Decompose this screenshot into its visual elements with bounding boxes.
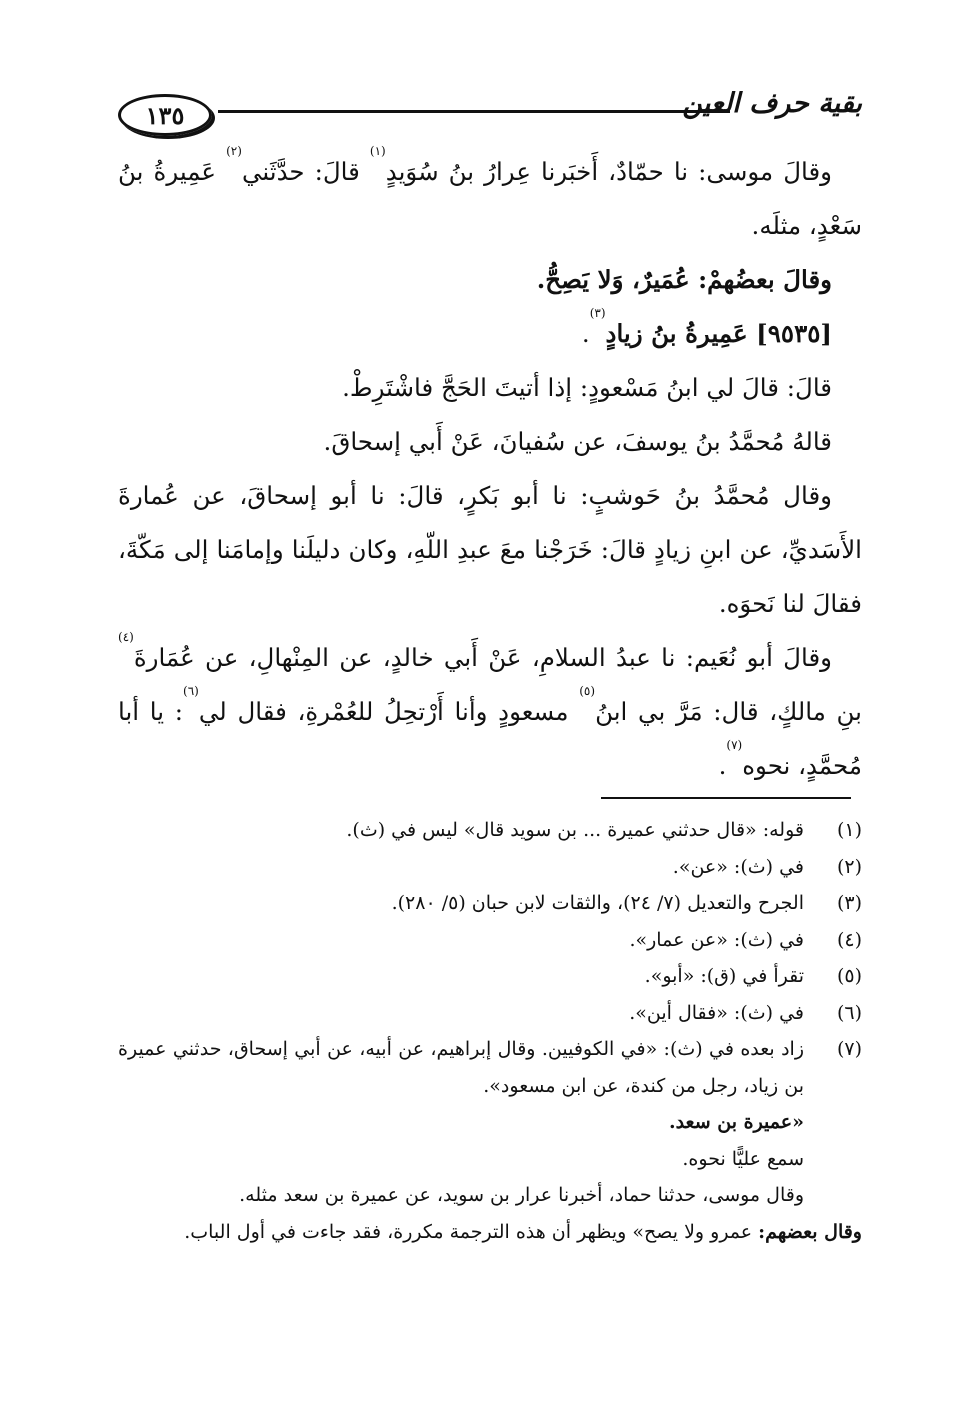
entry-name: عَمِيرةُ بنُ زيادٍ: [605, 319, 757, 348]
footnote-text: في (ث): «عن عمار».: [629, 928, 804, 951]
paragraph-ibn-masud: قالَ: قالَ لي ابنُ مَسْعودٍ: إذا أتيتَ الحَجَّ فاشْتَرِطْ.: [342, 373, 832, 402]
footnote-number: (٤): [836, 928, 862, 951]
footnote-text: في (ث): «عن».: [672, 855, 804, 878]
entry-number: [٩٥٣٥]: [756, 319, 832, 348]
footnote: [118, 995, 862, 1032]
header-rule: [218, 110, 730, 113]
footnotes: [118, 812, 862, 1250]
footnote-ref[interactable]: (٦): [183, 684, 199, 698]
footnote-ref[interactable]: (٣): [589, 306, 606, 320]
page-number: ١٣٥: [145, 100, 185, 130]
paragraph-abu-nuaym: [118, 631, 862, 793]
footnote-ref[interactable]: (٢): [226, 144, 242, 158]
text: وقالَ أبو نُعَيم: نا عبدُ السلامِ، عَنْ أَبي خالدٍ، عن المِنْهالِ، عن عُمَارةَ: [133, 643, 832, 672]
paragraph-musa: [118, 145, 862, 253]
text: عَمِيرةُ بنُ سَعْدٍ، مثلَه.: [118, 157, 862, 240]
footnote-7: [118, 1031, 862, 1214]
footnote-number: (٧): [836, 1038, 862, 1060]
footnote-line: «عميرة بن سعد.: [668, 1111, 804, 1133]
footnote-number: (٢): [836, 855, 862, 878]
footnote-line: عمرو ولا يصح» ويظهر أن هذه الترجمة مكررة، فقد جاءت في أول الباب.: [184, 1220, 759, 1243]
footnote: [118, 849, 862, 886]
page-header: [118, 88, 862, 138]
paragraph-hawshab: وقال مُحمَّدُ بنُ حَوشبٍ: نا أبو بَكرٍ، قالَ: نا أبو إسحاقَ، عن عُمارةَ الأَسَديِّ، عن ابنِ زيادٍ قالَ: خَرَجْنا معَ عبدِ اللّهِ، وكان دليلَنا وإمامَنا إلى مَكّةَ، فقالَ لنا نَحوَه.: [118, 481, 862, 618]
footnote-bold: وقال بعضهم:: [758, 1220, 862, 1243]
footnote-line: زاد بعده في (ث): «في الكوفيين. وقال إبراهيم، عن أبيه، عن أبي إسحاق، حدثني عميرة بن زياد، رجل من كندة، عن ابن مسعود».: [118, 1038, 804, 1097]
footnote-ref[interactable]: (١): [369, 144, 386, 158]
footnote-number: (١): [836, 819, 862, 841]
text: .: [581, 319, 590, 348]
footnote-number: (٥): [836, 965, 862, 987]
footnote: [118, 812, 862, 849]
footnote-text: [118, 1031, 804, 1214]
footnote-text: في (ث): «فقال أين».: [629, 1001, 804, 1024]
footnote-text: الجرح والتعديل (٧/ ٢٤)، والثقات لابن حبان (٥/ ٢٨٠).: [391, 892, 804, 914]
text: .: [718, 751, 727, 780]
entry-heading: [118, 307, 862, 361]
footnote-line: وقال موسى، حدثنا حماد، أخبرنا عرار بن سويد، عن عميرة بن سعد مثله.: [239, 1184, 804, 1206]
paragraph-badhuhum: وقالَ بعضُهمْ: عُمَيرٌ، وَلا يَصِحُّ.: [536, 265, 832, 294]
text: مسعودٍ وأنا أَرْتحِلُ للعُمْرةِ، فقال لي: [198, 697, 580, 726]
footnote-divider: [601, 797, 851, 799]
footnote-text: تقرأ في (ق): «أبو».: [644, 965, 804, 987]
main-text: [118, 145, 862, 793]
paragraph-qalahu: قالهُ مُحمَّدُ بنُ يوسفَ، عن سُفيانَ، عَنْ أَبي إسحاقَ.: [323, 427, 832, 456]
footnote: [118, 885, 862, 922]
text: قالَ: حدَّثَني: [241, 157, 370, 186]
footnote: [118, 958, 862, 995]
footnote-text: قوله: «قال حدثني عميرة ... بن سويد قال» ليس في (ث).: [346, 819, 804, 841]
footnote-7-continued: [118, 1214, 862, 1251]
footnote-number: (٣): [836, 892, 862, 914]
footnote-number: (٦): [836, 1001, 862, 1024]
footnote-ref[interactable]: (٧): [726, 738, 743, 752]
footnote: [118, 922, 862, 959]
text: وقالَ موسى: نا حمّادٌ، أَخبَرنا عِرارُ بنُ سُوَيدٍ: [385, 157, 833, 186]
text: بنِ مالكٍ، قال: مَرَّ بي ابنُ: [595, 697, 863, 726]
footnote-ref[interactable]: (٤): [118, 630, 134, 644]
page-number-badge: [118, 94, 212, 136]
footnote-ref[interactable]: (٥): [579, 684, 596, 698]
text: : يا أبا مُحمَّدٍ، نحوه: [118, 697, 862, 780]
running-title: بقية حرف العين: [682, 88, 862, 119]
footnote-line: سمع عليًّا نحوه.: [682, 1147, 804, 1170]
